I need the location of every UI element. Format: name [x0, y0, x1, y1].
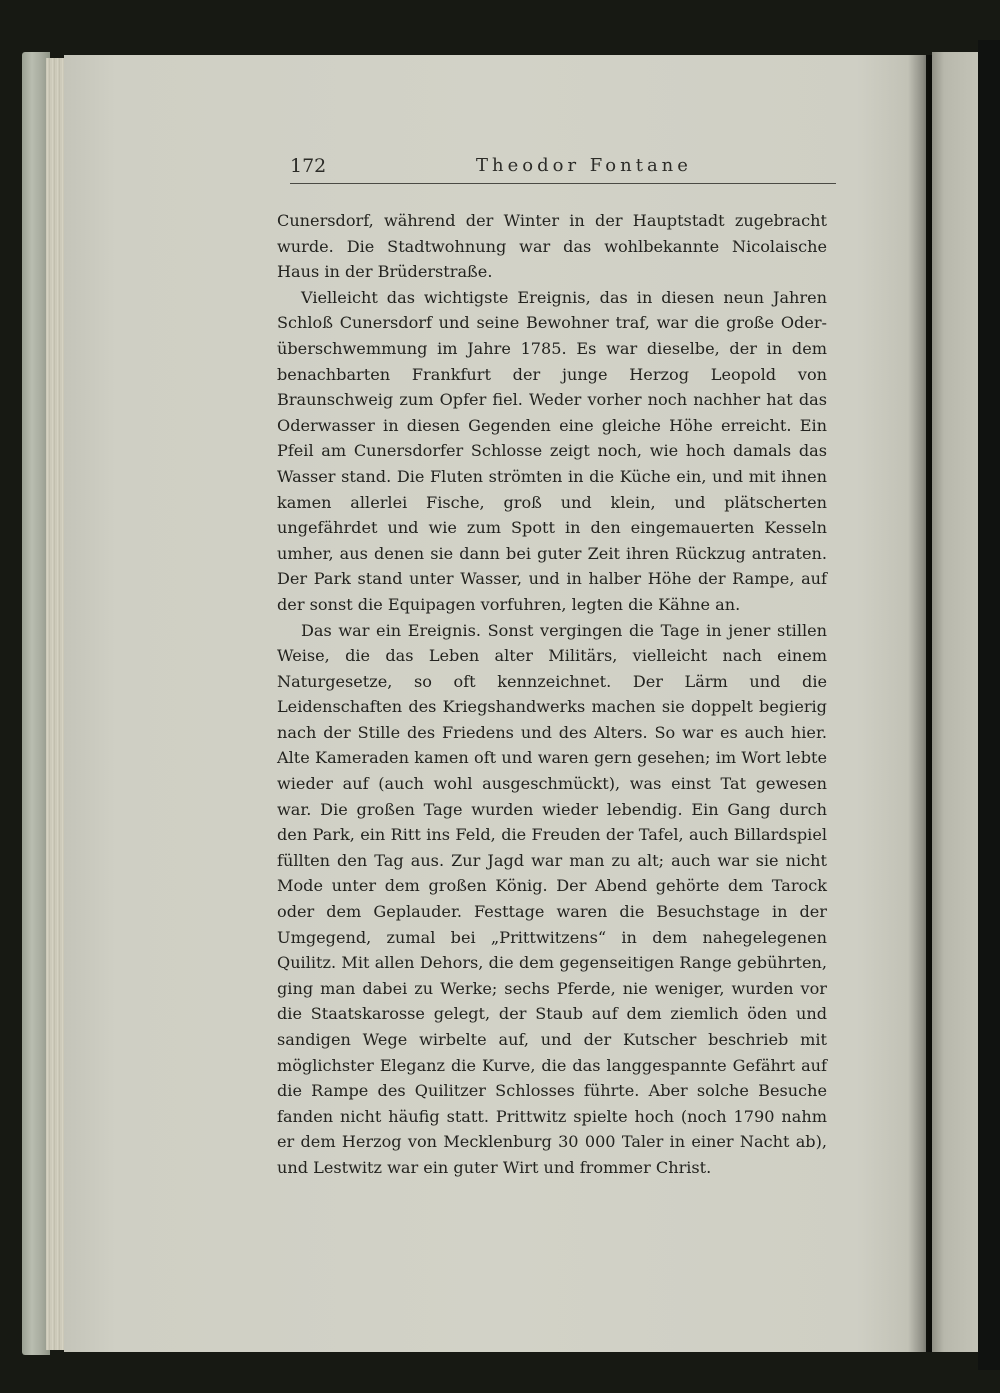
paragraph: Vielleicht das wichtigste Ereignis, das in diesen neun Jahren Schloß Cunersdorf und seine Bewohner traf, war die große Oder-überschwemmung im Jahre 1785. Es war dieselbe, der in dem benachbarten Frankfurt der junge Herzog Leopold von Braunschweig zum Opfer fiel. Weder vorher noch nachher hat das Oderwasser in diesen Gegenden eine gleiche Höhe erreicht. Ein Pfeil am Cunersdorfer Schlosse zeigt noch, wie hoch damals das Wasser stand. Die Fluten strömten in die Küche ein, und mit ihnen kamen allerlei Fische, groß und klein, und plätscherten ungefährdet und wie zum Spott in den eingemauerten Kesseln umher, aus denen sie dann bei guter Zeit ihren Rückzug antraten. Der Park stand unter Wasser, und in halber Höhe der Rampe, auf der sonst die Equipagen vorfuhren, legten die Kähne an.	[277, 287, 827, 614]
page-header	[290, 153, 836, 184]
page-stack-edge	[46, 58, 66, 1350]
paragraph: Das war ein Ereignis. Sonst vergingen die Tage in jener stillen Weise, die das Leben alter Militärs, vielleicht nach einem Naturgesetze, so oft kennzeichnet. Der Lärm und die Leidenschaften des Kriegshandwerks machen sie doppelt begierig nach der Stille des Friedens und des Alters. So war es auch hier. Alte Kameraden kamen oft und waren gern gesehen; im Wort lebte wieder auf (auch wohl ausgeschmückt), was einst Tat gewesen war. Die großen Tage wurden wieder lebendig. Ein Gang durch den Park, ein Ritt ins Feld, die Freuden der Tafel, auch Billardspiel füllten den Tag aus. Zur Jagd war man zu alt; auch war sie nicht Mode unter dem großen König. Der Abend gehörte dem Tarock oder dem Geplauder. Festtage waren die Besuchstage in der Umgegend, zumal bei „Prittwitzens“ in dem nahegelegenen Quilitz. Mit allen Dehors, die dem gegenseitigen Range gebührten, ging man dabei zu Werke; sechs Pferde, nie weniger, wurden vor die Staatskarosse gelegt, der Staub auf dem ziemlich öden und sandigen Wege wirbelte auf, und der Kutscher beschrieb mit möglichster Eleganz die Kurve, die das langgespannte Gefährt auf die Rampe des Quilitzer Schlosses führte. Aber solche Besuche fanden nicht häufig statt. Prittwitz spielte hoch (noch 1790 nahm er dem Herzog von Mecklenburg 30 000 Taler in einer Nacht ab), und Lestwitz war ein guter Wirt und frommer Christ.	[277, 620, 827, 1177]
body-text	[277, 208, 827, 1181]
dark-background	[978, 40, 1000, 1370]
facing-page-edge	[932, 52, 980, 1352]
running-title: Theodor Fontane	[476, 155, 692, 176]
page-number: 172	[290, 155, 327, 177]
gutter-shadow	[908, 55, 932, 1352]
paragraph: Cunersdorf, während der Winter in der Hauptstadt zugebracht wurde. Die Stadtwohnung war das wohlbekannte Nicolaische Haus in der Brüderstraße.	[277, 211, 827, 282]
